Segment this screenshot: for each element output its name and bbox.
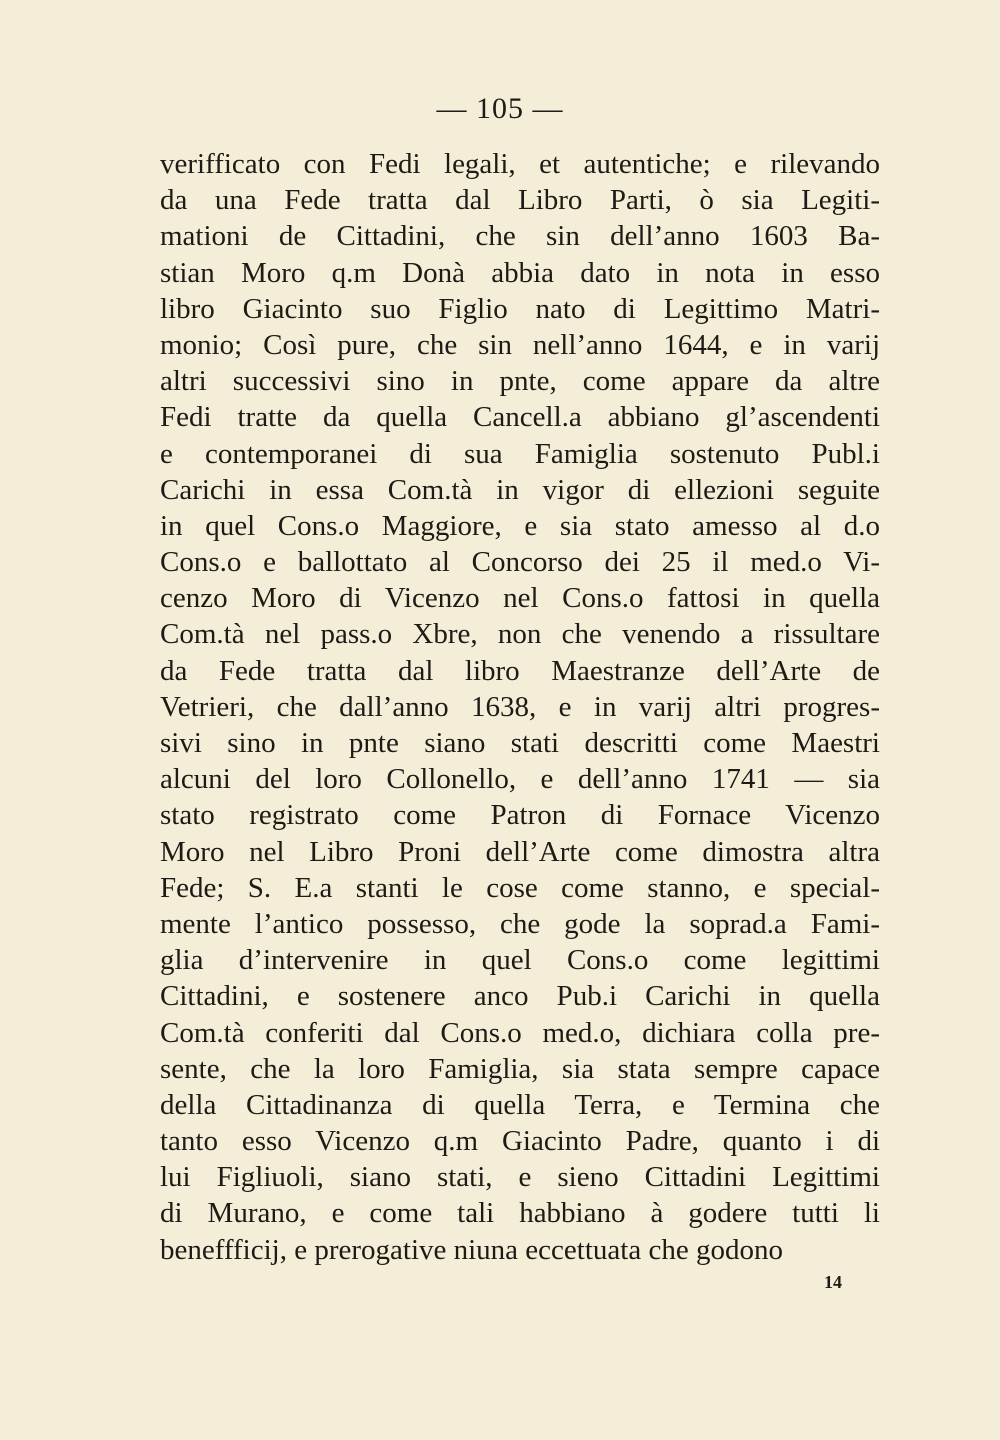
text-line: stian Moro q.m Donà abbia dato in nota in esso (160, 256, 880, 289)
body-text (160, 146, 880, 1268)
text-line: sivi sino in pnte siano stati descritti come Maestri (160, 727, 880, 759)
text-line: Carichi in essa Com.tà in vigor di ellezioni seguite (160, 473, 880, 506)
page-header (0, 92, 1000, 126)
text-line: e contemporanei di sua Famiglia sostenuto Publ.i (160, 437, 880, 470)
text-line: in quel Cons.o Maggiore, e sia stato amesso al d.o (160, 509, 880, 542)
text-line: Fede; S. E.a stanti le cose come stanno, e special- (160, 871, 880, 904)
text-line: Com.tà conferiti dal Cons.o med.o, dichiara colla pre- (160, 1016, 880, 1049)
text-line: da una Fede tratta dal Libro Parti, ò sia Legiti- (160, 184, 880, 217)
text-line: mente l’antico possesso, che gode la soprad.a Fami- (160, 907, 880, 940)
text-line: Fedi tratte da quella Cancell.a abbiano gl’ascendenti (160, 401, 880, 434)
text-line: cenzo Moro di Vicenzo nel Cons.o fattosi in quella (160, 582, 880, 615)
text-line: di Murano, e come tali habbiano à godere tutti li (160, 1197, 880, 1230)
text-line: alcuni del loro Collonello, e dell’anno 1741 — sia (160, 763, 880, 796)
text-line: della Cittadinanza di quella Terra, e Termina che (160, 1088, 880, 1121)
text-line: Cittadini, e sostenere anco Pub.i Carichi in quella (160, 980, 880, 1013)
text-line: mationi de Cittadini, che sin dell’anno 1603 Ba- (160, 220, 880, 253)
text-line: beneffficij, e prerogative niuna eccettuata che godono (160, 1233, 783, 1266)
text-line: Vetrieri, che dall’anno 1638, e in varij altri progres- (160, 690, 880, 723)
signature-mark: 14 (824, 1272, 842, 1292)
text-line: Com.tà nel pass.o Xbre, non che venendo a rissultare (160, 618, 880, 651)
text-line: lui Figliuoli, siano stati, e sieno Cittadini Legittimi (160, 1161, 880, 1194)
text-line: verifficato con Fedi legali, et autentiche; e rilevando (160, 148, 880, 180)
text-line: monio; Così pure, che sin nell’anno 1644, e in varij (160, 328, 880, 361)
text-line: Moro nel Libro Proni dell’Arte come dimostra altra (160, 835, 880, 868)
text-line: glia d’intervenire in quel Cons.o come legittimi (160, 944, 880, 977)
text-line: sente, che la loro Famiglia, sia stata sempre capace (160, 1052, 880, 1085)
text-line: altri successivi sino in pnte, come appare da altre (160, 365, 880, 398)
text-line: stato registrato come Patron di Fornace Vicenzo (160, 799, 880, 832)
text-line: libro Giacinto suo Figlio nato di Legittimo Matri- (160, 292, 880, 325)
text-line: Cons.o e ballottato al Concorso dei 25 il med.o Vi- (160, 546, 880, 579)
text-line: tanto esso Vicenzo q.m Giacinto Padre, quanto i di (160, 1125, 880, 1158)
page-number: — 105 — (436, 92, 564, 125)
text-line: da Fede tratta dal libro Maestranze dell’Arte de (160, 654, 880, 687)
